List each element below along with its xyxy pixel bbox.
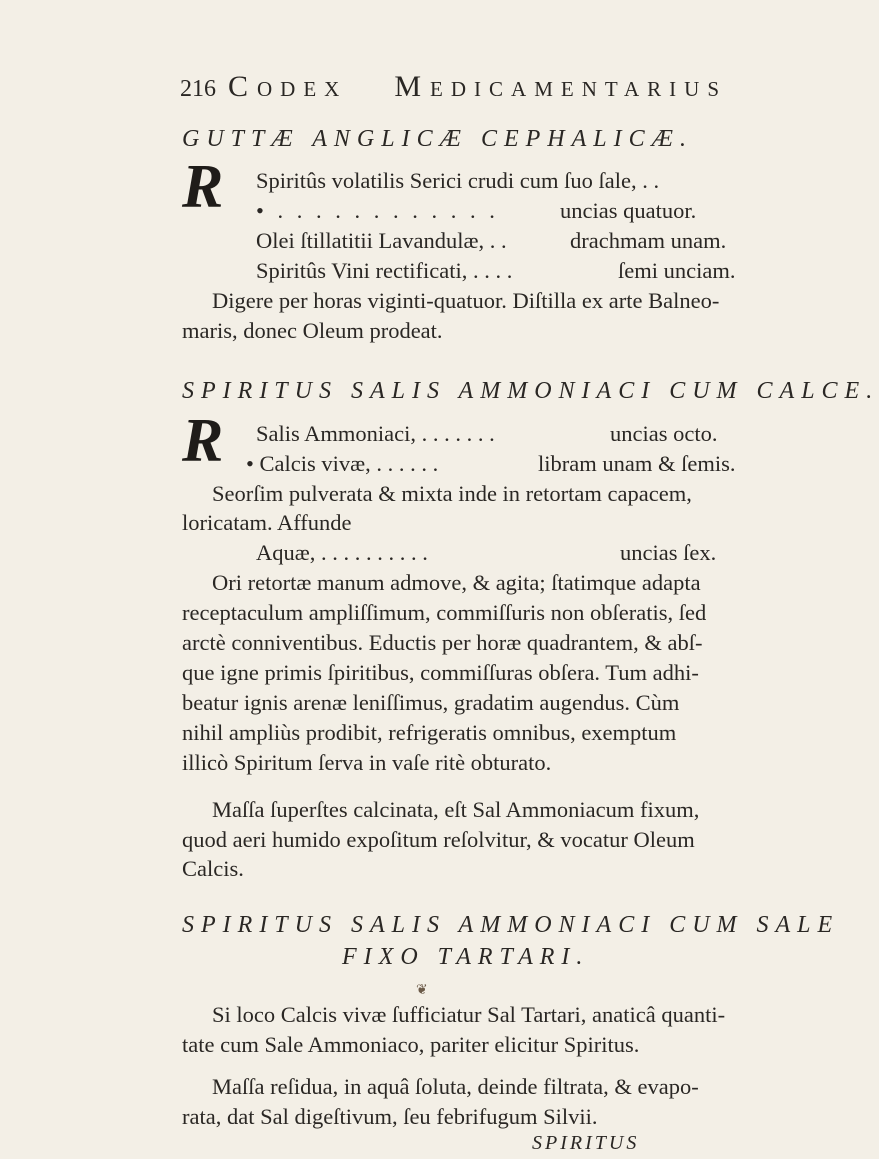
recipe-quantity: libram unam & ſemis. <box>538 451 736 476</box>
recipe-quantity: uncias quatuor. <box>560 198 697 223</box>
section-title-guttae: GUTTÆ ANGLICÆ CEPHALICÆ. <box>182 126 693 152</box>
paragraph-line: Maſſa ſuperſtes calcinata, eſt Sal Ammoniacum fixum, <box>212 797 700 822</box>
recipe-quantity: ſemi unciam. <box>618 258 736 283</box>
recipe-line: Salis Ammoniaci, . . . . . . . <box>256 421 495 446</box>
running-title <box>228 70 727 104</box>
section-title-spiritus-tartari: SPIRITUS SALIS AMMONIACI CUM SALE <box>182 912 840 938</box>
running-title-initial: C <box>228 70 258 103</box>
running-title-initial-2: M <box>394 70 431 103</box>
paragraph-line: Seorſim pulverata & mixta inde in retortam capacem, <box>212 481 692 506</box>
paragraph-line: Si loco Calcis vivæ ſufficiatur Sal Tartari, anaticâ quanti- <box>212 1002 726 1027</box>
paragraph-line: rata, dat Sal digeſtivum, ſeu febrifugum Silvii. <box>182 1104 598 1129</box>
recipe-line: Aquæ, . . . . . . . . . . <box>256 540 428 565</box>
recipe-line: Spiritûs Vini rectificati, . . . . <box>256 258 513 283</box>
paragraph-line: que igne primis ſpiritibus, commiſſuras obſera. Tum adhi- <box>182 660 699 685</box>
paragraph-line: Maſſa reſidua, in aquâ ſoluta, deinde filtrata, & evapo- <box>212 1074 699 1099</box>
paragraph-line: tate cum Sale Ammoniaco, pariter elicitur Spiritus. <box>182 1032 640 1057</box>
recipe-quantity: uncias ſex. <box>620 540 717 565</box>
paragraph-line: maris, donec Oleum prodeat. <box>182 318 443 343</box>
paragraph-line: receptaculum ampliſſimum, commiſſuris non obſeratis, ſed <box>182 600 707 625</box>
recipe-quantity: drachmam unam. <box>570 228 727 253</box>
recipe-symbol: R <box>182 407 224 475</box>
section-title-line2: FIXO TARTARI. <box>342 944 590 970</box>
catchword: SPIRITUS <box>532 1132 640 1154</box>
paragraph-line: Ori retortæ manum admove, & agita; ſtatimque adapta <box>212 570 701 595</box>
recipe-line: Spiritûs volatilis Serici crudi cum ſuo ſale, . . <box>256 168 660 193</box>
recipe-line: • Calcis vivæ, . . . . . . <box>246 451 439 476</box>
paragraph-line: Calcis. <box>182 856 244 881</box>
paragraph-line: loricatam. Affunde <box>182 510 352 535</box>
recipe-line: Olei ſtillatitii Lavandulæ, . . <box>256 228 507 253</box>
paragraph-line: quod aeri humido expoſitum reſolvitur, & vocatur Oleum <box>182 827 695 852</box>
paragraph-line: arctè conniventibus. Eductis per horæ quadrantem, & abſ- <box>182 630 703 655</box>
paragraph-line: illicò Spiritum ſerva in vaſe ritè obturato. <box>182 750 552 775</box>
page-number: 216 <box>180 76 216 102</box>
recipe-symbol: R <box>182 153 224 221</box>
recipe-line-dots: • . . . . . . . . . . . . <box>256 198 499 223</box>
ornament-icon: ❦ <box>416 983 428 998</box>
recipe-quantity: uncias octo. <box>610 421 718 446</box>
running-title-rest: ODEX <box>257 77 348 101</box>
paragraph-line: Digere per horas viginti-quatuor. Diſtilla ex arte Balneo- <box>212 288 720 313</box>
section-title-spiritus-calce: SPIRITUS SALIS AMMONIACI CUM CALCE. <box>182 378 879 404</box>
running-title-rest-2: EDICAMENTARIUS <box>430 77 728 101</box>
paragraph-line: beatur ignis arenæ leniſſimus, gradatim augendus. Cùm <box>182 690 680 715</box>
paragraph-line: nihil ampliùs prodibit, refrigeratis omnibus, exemptum <box>182 720 677 745</box>
